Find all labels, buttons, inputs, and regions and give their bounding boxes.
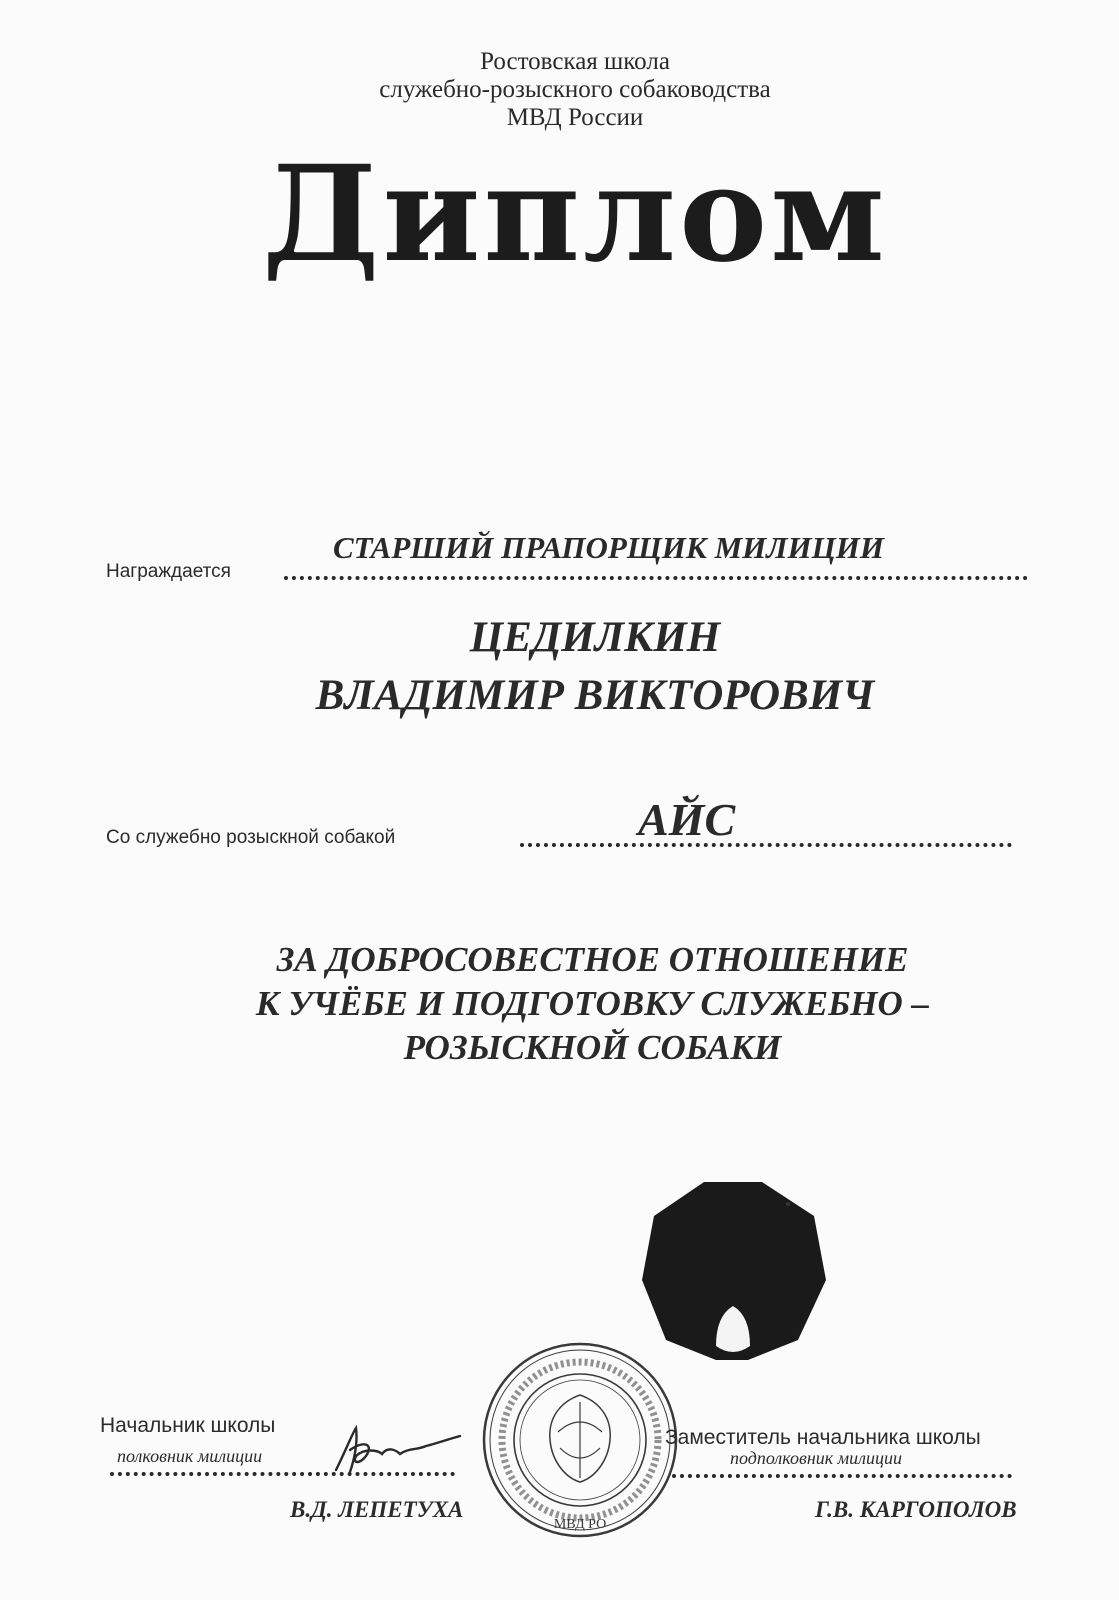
awarded-dotted-line — [284, 576, 1028, 580]
recipient-rank: СТАРШИЙ ПРАПОРЩИК МИЛИЦИИ — [333, 530, 885, 565]
issuer-line-2: служебно-розыскного собаководства — [379, 76, 771, 103]
left-signatory-rank: полковник милиции — [117, 1446, 263, 1466]
handwritten-signature-icon — [330, 1420, 470, 1480]
right-signature-dotted-line — [672, 1474, 1012, 1478]
recipient-given-names: ВЛАДИМИР ВИКТОРОВИЧ — [315, 672, 875, 719]
right-signatory-rank: подполковник милиции — [730, 1448, 903, 1468]
left-signatory-name: В.Д. ЛЕПЕТУХА — [290, 1497, 464, 1522]
stamp-bottom-text: МВД РО — [553, 1517, 607, 1532]
dog-name: АЙС — [638, 794, 736, 845]
round-seal-icon — [480, 1340, 680, 1540]
diploma-title: Диплом — [262, 137, 888, 292]
recipient-surname: ЦЕДИЛКИН — [469, 614, 721, 661]
awarded-label: Награждается — [106, 561, 231, 582]
dog-label: Со служебно розыскной собакой — [106, 827, 396, 848]
left-signatory-position: Начальник школы — [100, 1414, 276, 1437]
dog-dotted-line — [520, 843, 1012, 847]
reason-line-2: К УЧЁБЕ И ПОДГОТОВКУ СЛУЖЕБНО – — [255, 984, 930, 1023]
reason-line-3: РОЗЫСКНОЙ СОБАКИ — [403, 1028, 782, 1067]
issuer-line-1: Ростовская школа — [480, 48, 670, 75]
issuer-header — [0, 48, 1119, 132]
right-signatory-position: Заместитель начальника школы — [665, 1426, 981, 1449]
award-reason — [0, 938, 1119, 1070]
issuer-line-3: МВД России — [506, 104, 644, 131]
right-signatory-name: Г.В. КАРГОПОЛОВ — [815, 1497, 1017, 1522]
reason-line-1: ЗА ДОБРОСОВЕСТНОЕ ОТНОШЕНИЕ — [276, 940, 909, 979]
